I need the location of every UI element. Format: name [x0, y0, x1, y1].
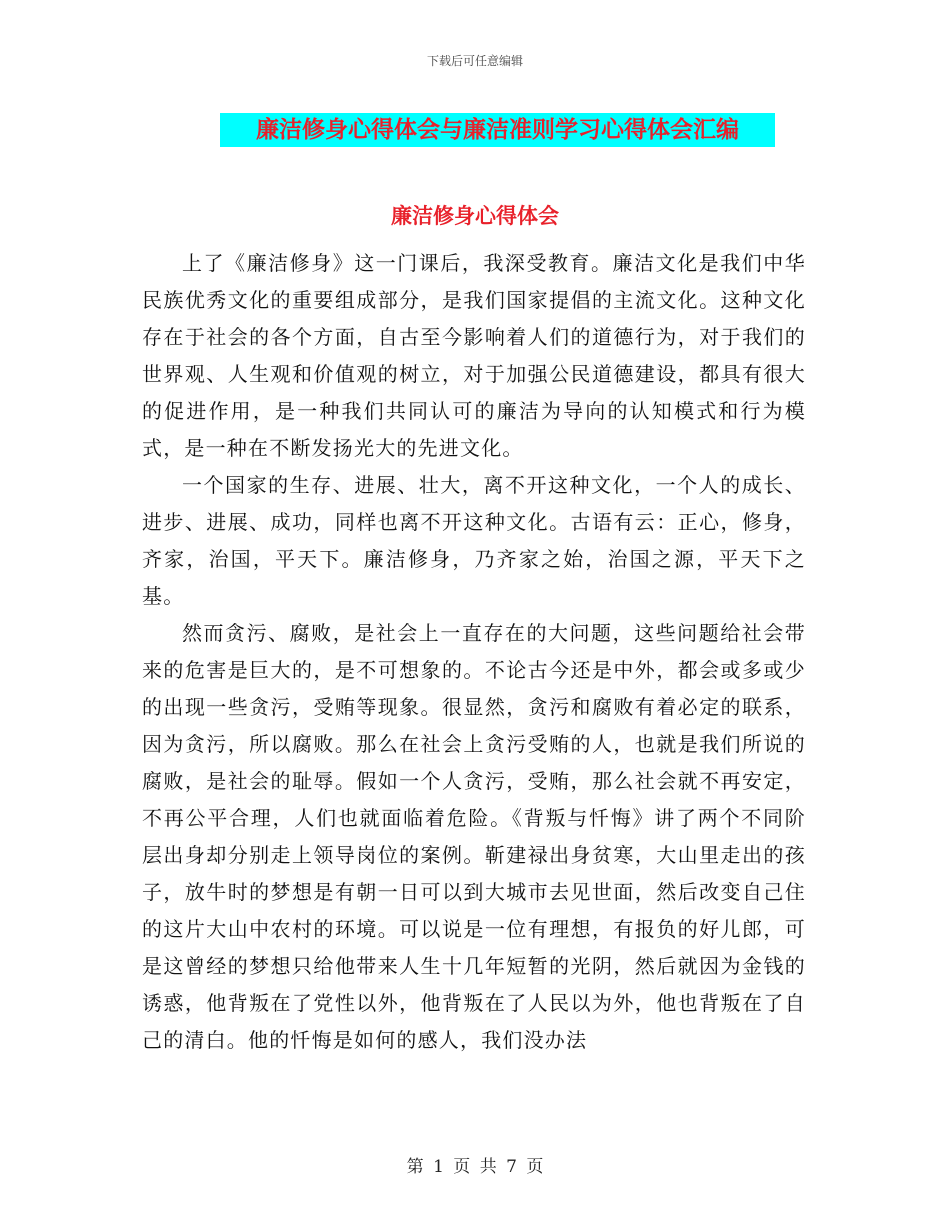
document-title: 廉洁修身心得体会与廉洁准则学习心得体会汇编	[220, 113, 775, 147]
page-number: 第 1 页 共 7 页	[406, 1157, 544, 1177]
header-note: 下载后可任意编辑	[426, 54, 523, 68]
paragraph-1: 上了《廉洁修身》这一门课后，我深受教育。廉洁文化是我们中华民族优秀文化的重要组成部分，是我们国家提倡的主流文化。这种文化存在于社会的各个方面，自古至今影响着人们的道德行为，对于我们的世界观、人生观和价值观的树立，对于加强公民道德建设，都具有很大的促进作用，是一种我们共同认可的廉洁为导向的认知模式和行为模式，是一种在不断发扬光大的先进文化。	[142, 251, 806, 460]
paragraph-2: 一个国家的生存、进展、壮大，离不开这种文化，一个人的成长、进步、进展、成功，同样也离不开这种文化。古语有云：正心，修身，齐家，治国，平天下。廉洁修身，乃齐家之始，治国之源，平天下之基。	[142, 473, 806, 608]
document-body	[142, 245, 806, 1059]
section-title: 廉洁修身心得体会	[391, 204, 559, 228]
paragraph-3: 然而贪污、腐败，是社会上一直存在的大问题，这些问题给社会带来的危害是巨大的，是不可想象的。不论古今还是中外，都会或多或少的出现一些贪污，受贿等现象。很显然，贪污和腐败有着必定的联系，因为贪污，所以腐败。那么在社会上贪污受贿的人，也就是我们所说的腐败，是社会的耻辱。假如一个人贪污，受贿，那么社会就不再安定，不再公平合理，人们也就面临着危险。《背叛与忏悔》讲了两个不同阶层出身却分别走上领导岗位的案例。靳建禄出身贫寒，大山里走出的孩子，放牛时的梦想是有朝一日可以到大城市去见世面，然后改变自己住的这片大山中农村的环境。可以说是一位有理想，有报负的好儿郎，可是这曾经的梦想只给他带来人生十几年短暂的光阴，然后就因为金钱的诱惑，他背叛在了党性以外，他背叛在了人民以为外，他也背叛在了自己的清白。他的忏悔是如何的感人，我们没办法	[142, 621, 806, 1052]
